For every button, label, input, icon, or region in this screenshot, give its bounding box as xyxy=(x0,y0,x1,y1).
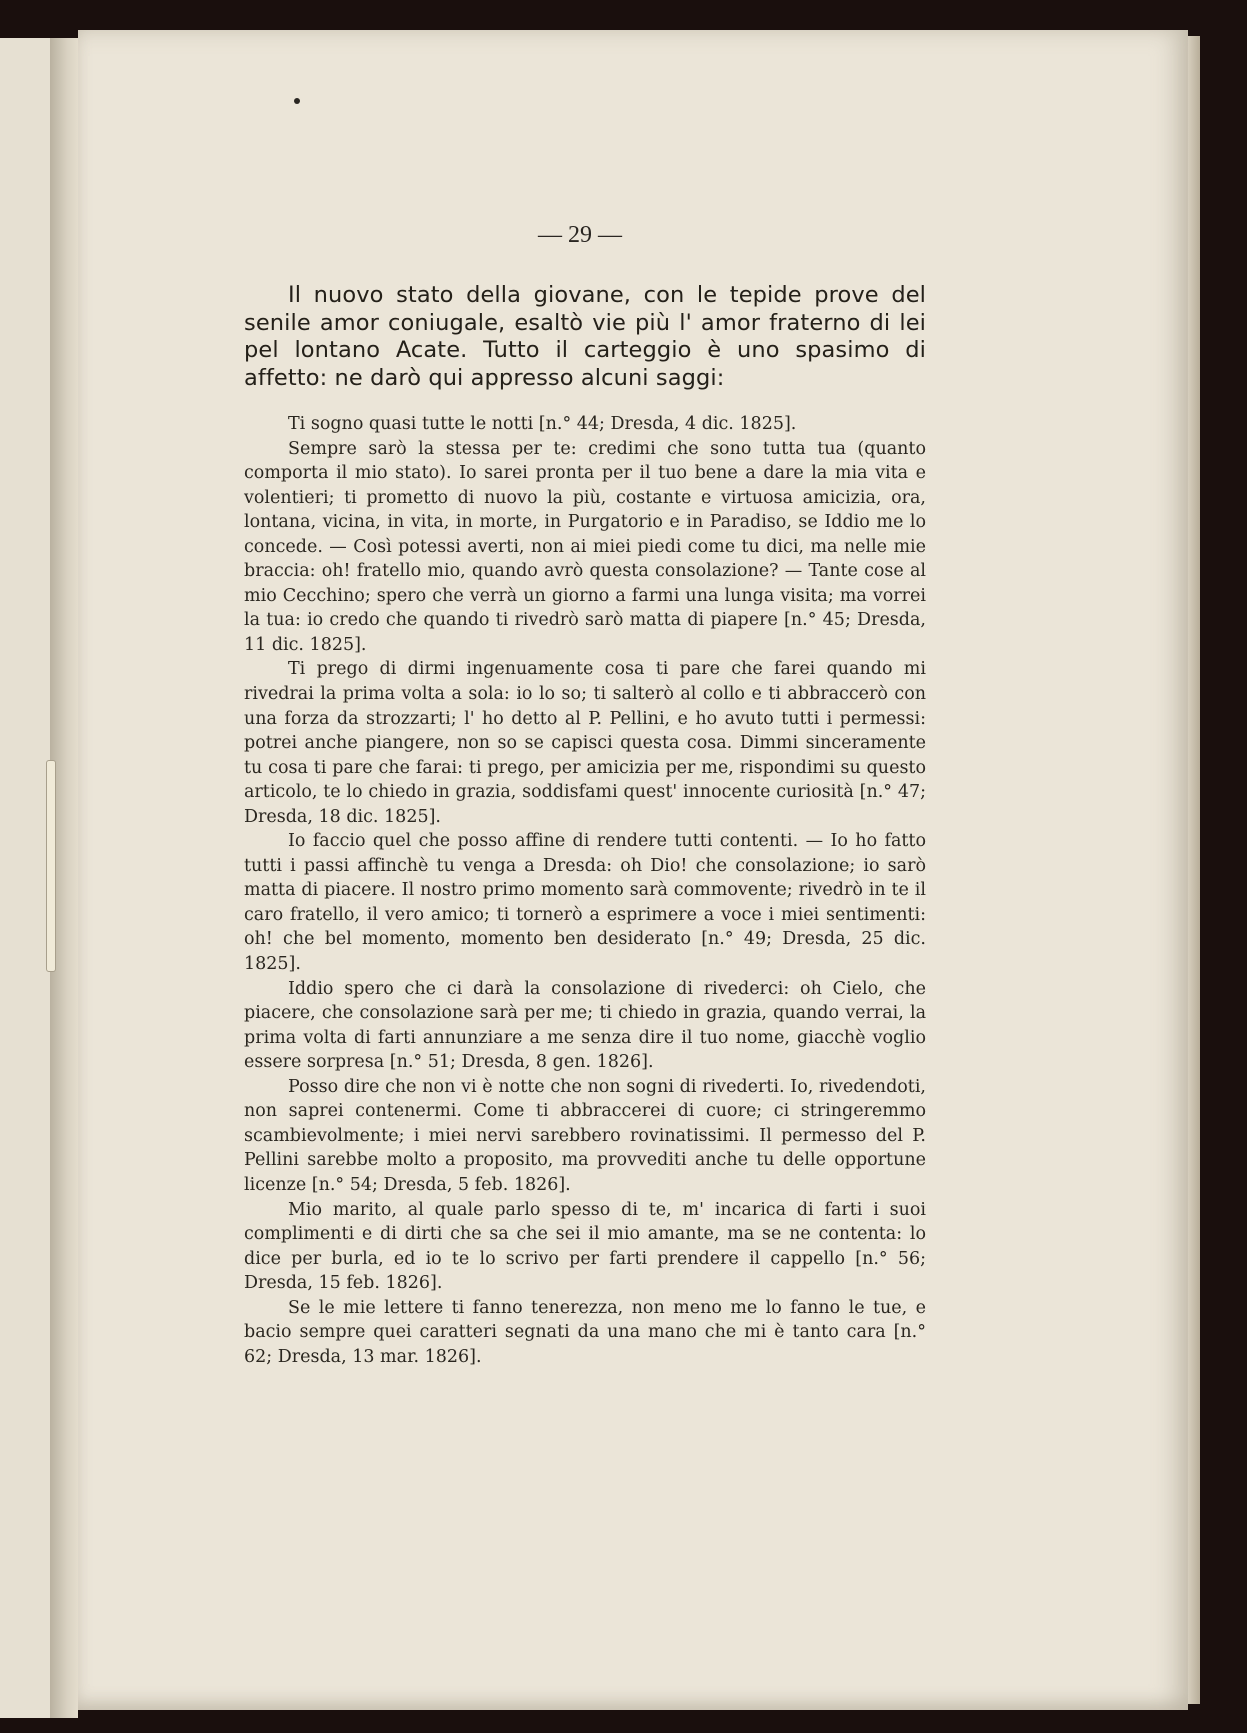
left-page-edge xyxy=(0,38,51,1718)
letter-quote: Sempre sarò la stessa per te: credimi che sono tutta tua (quanto comporta il mio stato). Io sarei pronta per il tuo bene a dare la mia vita e volentieri; ti prometto di nuovo la più, costante e virtuosa amicizia, ora, lontana, vicina, in vita, in morte, in Purgatorio e in Paradiso, se Iddio me lo concede. — Così potessi averti, non ai miei piedi come tu dici, ma nelle mie braccia: oh! fratello mio, quando avrò questa consolazione? — Tante cose al mio Cecchino; spero che verrà un giorno a farmi una lunga visita; ma vorrei la tua: io credo che quando ti rivedrò sarò matta di piapere [n.° 45; Dresda, 11 dic. 1825]. xyxy=(244,438,926,655)
letter-quote: Se le mie lettere ti fanno tenerezza, non meno me lo fanno le tue, e bacio sempre quei caratteri segnati da una mano che mi è tanto cara [n.° 62; Dresda, 13 mar. 1826]. xyxy=(244,1297,926,1367)
letter-quote: Iddio spero che ci darà la consolazione di rivederci: oh Cielo, che piacere, che consolazione sarà per me; ti chiedo in grazia, quando verrai, la prima volta di farti annunziare a me senza dire il tuo nome, giacchè voglio essere sorpresa [n.° 51; Dresda, 8 gen. 1826]. xyxy=(244,978,926,1073)
letter-quote: Mio marito, al quale parlo spesso di te, m' incarica di farti i suoi complimenti e di dirti che sa che sei il mio amante, ma se ne contenta: lo dice per burla, ed io te lo scrivo per farti prendere il cappello [n.° 56; Dresda, 15 feb. 1826]. xyxy=(244,1199,926,1294)
intro-paragraph: Il nuovo stato della giovane, con le tepide prove del senile amor coniugale, esaltò vie più l' amor fraterno di lei pel lontano Acate. Tutto il carteggio è uno spasimo di affetto: ne darò qui appresso alcuni saggi: xyxy=(244,282,926,391)
letter-quote: Ti sogno quasi tutte le notti [n.° 44; Dresda, 4 dic. 1825]. xyxy=(288,414,797,434)
binding-stitch xyxy=(46,760,56,972)
ink-dot xyxy=(294,98,300,104)
letter-quote: Ti prego di dirmi ingenuamente cosa ti pare che farei quando mi rivedrai la prima volta a sola: io lo so; ti salterò al collo e ti abbraccerò con una forza da strozzarti; l' ho detto al P. Pellini, e ho avuto tutti i permessi: potrei anche piangere, non so se capisci questa cosa. Dimmi sinceramente tu cosa ti pare che farai: ti prego, per amicizia per me, rispondimi su questo articolo, te lo chiedo in grazia, soddisfami quest' innocente curiosità [n.° 47; Dresda, 18 dic. 1825]. xyxy=(244,659,926,827)
letter-quote: Io faccio quel che posso affine di rendere tutti contenti. — Io ho fatto tutti i passi affinchè tu venga a Dresda: oh Dio! che consolazione; io sarò matta di piacere. Il nostro primo momento sarà commovente; rivedrò in te il caro fratello, il vero amico; ti tornerò a esprimere a voce i miei sentimenti: oh! che bel momento, momento ben desiderato [n.° 49; Dresda, 25 dic. 1825]. xyxy=(244,831,926,975)
page-edge xyxy=(1188,36,1200,1704)
quoted-letters xyxy=(244,412,926,1369)
letter-quote: Posso dire che non vi è notte che non sogni di rivederti. Io, rivedendoti, non saprei contenermi. Come ti abbraccerei di cuore; ci stringeremmo scambievolmente; i miei nervi sarebbero rovinatissimi. Il permesso del P. Pellini sarebbe molto a proposito, ma provvediti anche tu delle opportune licenze [n.° 54; Dresda, 5 feb. 1826]. xyxy=(244,1076,926,1195)
page-number: — 29 — xyxy=(538,222,622,248)
